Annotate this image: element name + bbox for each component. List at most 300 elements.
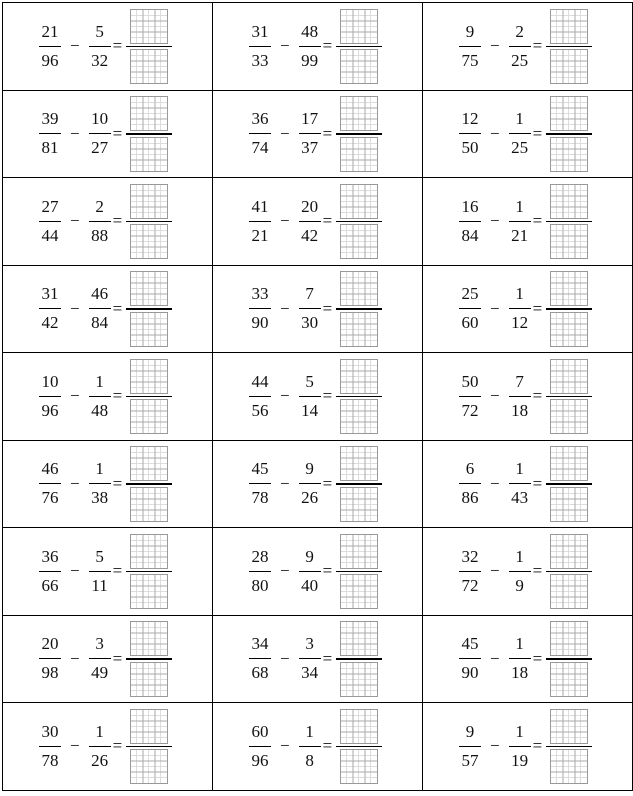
numerator: 34 (251, 634, 269, 654)
answer-numerator-box[interactable] (340, 96, 378, 131)
answer-denominator-box[interactable] (550, 224, 588, 259)
fraction-bar (89, 483, 111, 484)
numerator: 16 (461, 196, 479, 216)
denominator: 56 (251, 400, 269, 420)
answer-numerator-box[interactable] (130, 709, 168, 744)
fraction-bar (249, 483, 271, 484)
answer-numerator-box[interactable] (550, 709, 588, 744)
answer-numerator-box[interactable] (340, 621, 378, 656)
subtraction-problem (423, 353, 632, 439)
answer-fraction-bar (126, 308, 172, 310)
first-fraction (459, 109, 481, 158)
fraction-bar (459, 658, 481, 659)
numerator: 5 (305, 371, 314, 391)
denominator: 90 (461, 663, 479, 683)
table-row (3, 178, 633, 266)
worksheet-table (2, 2, 633, 791)
answer-fraction-bar (336, 746, 382, 748)
second-fraction (89, 372, 111, 421)
second-fraction (509, 197, 531, 246)
minus-sign: − (280, 736, 290, 756)
numerator: 9 (305, 546, 314, 566)
answer-fraction-bar (336, 658, 382, 660)
answer-denominator-box[interactable] (130, 137, 168, 172)
numerator: 9 (465, 21, 475, 41)
problem-cell (213, 353, 423, 441)
second-fraction (299, 284, 321, 333)
answer-denominator-box[interactable] (340, 312, 378, 347)
answer-fraction-bar (336, 571, 382, 573)
second-fraction (299, 197, 321, 246)
subtraction-problem (3, 353, 212, 439)
numerator: 6 (465, 459, 475, 479)
answer-fraction (546, 9, 592, 85)
answer-fraction (336, 359, 382, 435)
answer-denominator-box[interactable] (550, 487, 588, 522)
denominator: 57 (461, 750, 479, 770)
numerator: 46 (41, 459, 59, 479)
answer-denominator-box[interactable] (130, 487, 168, 522)
fraction-bar (249, 571, 271, 572)
problem-cell (3, 3, 213, 91)
answer-numerator-box[interactable] (550, 534, 588, 569)
numerator: 1 (515, 196, 524, 216)
numerator: 44 (251, 371, 269, 391)
problem-cell (213, 703, 423, 791)
answer-numerator-box[interactable] (130, 359, 168, 394)
fraction-bar (39, 308, 61, 309)
denominator: 38 (91, 488, 109, 508)
denominator: 18 (511, 663, 529, 683)
answer-numerator-box[interactable] (340, 184, 378, 219)
answer-denominator-box[interactable] (340, 662, 378, 697)
first-fraction (459, 722, 481, 771)
answer-denominator-box[interactable] (340, 224, 378, 259)
fraction-bar (299, 396, 321, 397)
table-row (3, 528, 633, 616)
answer-denominator-box[interactable] (550, 574, 588, 609)
answer-fraction (336, 9, 382, 85)
second-fraction (89, 284, 111, 333)
second-fraction (509, 634, 531, 683)
fraction-bar (249, 746, 271, 747)
answer-fraction (126, 271, 172, 347)
answer-fraction-bar (126, 746, 172, 748)
denominator: 18 (511, 400, 529, 420)
answer-fraction (336, 184, 382, 260)
answer-fraction-bar (546, 746, 592, 748)
numerator: 30 (41, 721, 59, 741)
second-fraction (299, 372, 321, 421)
equals-sign: = (112, 648, 123, 668)
fraction-bar (249, 308, 271, 309)
answer-numerator-box[interactable] (130, 271, 168, 306)
answer-fraction-bar (336, 396, 382, 398)
answer-fraction-bar (126, 571, 172, 573)
answer-fraction (336, 621, 382, 697)
first-fraction (249, 722, 271, 771)
fraction-bar (509, 308, 531, 309)
subtraction-problem (423, 266, 632, 352)
answer-denominator-box[interactable] (340, 487, 378, 522)
answer-denominator-box[interactable] (130, 312, 168, 347)
answer-fraction (546, 96, 592, 172)
problem-cell (3, 440, 213, 528)
problem-cell (3, 178, 213, 266)
answer-denominator-box[interactable] (550, 662, 588, 697)
fraction-bar (459, 746, 481, 747)
numerator: 21 (41, 21, 59, 41)
answer-fraction (126, 184, 172, 260)
answer-numerator-box[interactable] (130, 9, 168, 44)
fraction-bar (89, 571, 111, 572)
answer-fraction-bar (126, 133, 172, 135)
equals-sign: = (322, 298, 333, 318)
second-fraction (509, 22, 531, 71)
answer-numerator-box[interactable] (340, 271, 378, 306)
fraction-bar (509, 46, 531, 47)
numerator: 2 (95, 196, 104, 216)
second-fraction (509, 284, 531, 333)
fraction-bar (39, 483, 61, 484)
numerator: 32 (461, 546, 479, 566)
subtraction-problem (213, 178, 422, 264)
equals-sign: = (322, 386, 333, 406)
numerator: 60 (251, 721, 269, 741)
minus-sign: − (280, 648, 290, 668)
problem-cell (423, 90, 633, 178)
equals-sign: = (532, 736, 543, 756)
answer-numerator-box[interactable] (550, 184, 588, 219)
second-fraction (509, 459, 531, 508)
numerator: 1 (515, 284, 524, 304)
fraction-bar (39, 46, 61, 47)
answer-denominator-box[interactable] (550, 399, 588, 434)
subtraction-problem (423, 616, 632, 702)
subtraction-problem (213, 616, 422, 702)
first-fraction (39, 109, 61, 158)
answer-fraction (546, 359, 592, 435)
minus-sign: − (70, 648, 80, 668)
answer-denominator-box[interactable] (130, 49, 168, 84)
fraction-bar (299, 133, 321, 134)
first-fraction (39, 722, 61, 771)
second-fraction (89, 459, 111, 508)
fraction-bar (509, 221, 531, 222)
answer-denominator-box[interactable] (340, 399, 378, 434)
problem-cell (213, 528, 423, 616)
denominator: 68 (251, 663, 269, 683)
answer-numerator-box[interactable] (550, 359, 588, 394)
answer-fraction (546, 709, 592, 785)
numerator: 45 (461, 634, 479, 654)
answer-fraction-bar (336, 133, 382, 135)
problem-cell (423, 615, 633, 703)
denominator: 66 (41, 575, 59, 595)
answer-fraction-bar (546, 308, 592, 310)
denominator: 26 (301, 488, 319, 508)
first-fraction (39, 459, 61, 508)
numerator: 12 (461, 109, 479, 129)
answer-numerator-box[interactable] (340, 534, 378, 569)
second-fraction (89, 22, 111, 71)
second-fraction (299, 547, 321, 596)
numerator: 33 (251, 284, 269, 304)
denominator: 78 (251, 488, 269, 508)
denominator: 37 (301, 138, 319, 158)
fraction-bar (459, 396, 481, 397)
first-fraction (459, 459, 481, 508)
answer-fraction (336, 446, 382, 522)
answer-fraction-bar (546, 46, 592, 48)
first-fraction (249, 547, 271, 596)
equals-sign: = (532, 386, 543, 406)
fraction-bar (249, 396, 271, 397)
equals-sign: = (322, 123, 333, 143)
numerator: 31 (251, 21, 269, 41)
denominator: 43 (511, 488, 529, 508)
equals-sign: = (322, 648, 333, 668)
numerator: 2 (515, 21, 524, 41)
equals-sign: = (112, 473, 123, 493)
equals-sign: = (322, 561, 333, 581)
equals-sign: = (322, 211, 333, 231)
denominator: 90 (251, 313, 269, 333)
numerator: 3 (305, 634, 314, 654)
denominator: 21 (511, 225, 529, 245)
subtraction-problem (423, 178, 632, 264)
first-fraction (459, 197, 481, 246)
answer-numerator-box[interactable] (130, 96, 168, 131)
subtraction-problem (213, 353, 422, 439)
answer-numerator-box[interactable] (550, 446, 588, 481)
problem-cell (213, 178, 423, 266)
fraction-bar (459, 483, 481, 484)
answer-fraction (336, 271, 382, 347)
answer-numerator-box[interactable] (550, 271, 588, 306)
second-fraction (89, 547, 111, 596)
fraction-bar (299, 746, 321, 747)
denominator: 21 (251, 225, 269, 245)
answer-numerator-box[interactable] (550, 621, 588, 656)
denominator: 80 (251, 575, 269, 595)
answer-fraction (546, 271, 592, 347)
denominator: 60 (461, 313, 479, 333)
first-fraction (249, 22, 271, 71)
fraction-bar (89, 133, 111, 134)
fraction-bar (89, 221, 111, 222)
denominator: 34 (301, 663, 319, 683)
answer-fraction-bar (546, 483, 592, 485)
answer-denominator-box[interactable] (340, 749, 378, 784)
problem-cell (3, 615, 213, 703)
denominator: 14 (301, 400, 319, 420)
minus-sign: − (280, 298, 290, 318)
answer-fraction (126, 359, 172, 435)
denominator: 40 (301, 575, 319, 595)
subtraction-problem (213, 703, 422, 789)
numerator: 5 (95, 546, 104, 566)
denominator: 81 (41, 138, 59, 158)
fraction-bar (249, 658, 271, 659)
answer-fraction-bar (546, 133, 592, 135)
table-row (3, 265, 633, 353)
numerator: 1 (305, 721, 314, 741)
subtraction-problem (423, 528, 632, 614)
problem-cell (423, 3, 633, 91)
answer-fraction (126, 621, 172, 697)
fraction-bar (459, 571, 481, 572)
first-fraction (249, 634, 271, 683)
problem-cell (3, 90, 213, 178)
fraction-bar (509, 658, 531, 659)
numerator: 10 (91, 109, 109, 129)
numerator: 27 (41, 196, 59, 216)
answer-numerator-box[interactable] (130, 184, 168, 219)
answer-fraction-bar (546, 658, 592, 660)
answer-numerator-box[interactable] (340, 709, 378, 744)
equals-sign: = (532, 473, 543, 493)
first-fraction (459, 547, 481, 596)
answer-denominator-box[interactable] (130, 399, 168, 434)
table-row (3, 353, 633, 441)
denominator: 8 (305, 750, 314, 770)
fraction-bar (509, 746, 531, 747)
answer-denominator-box[interactable] (130, 749, 168, 784)
numerator: 36 (251, 109, 269, 129)
answer-denominator-box[interactable] (550, 137, 588, 172)
answer-numerator-box[interactable] (130, 446, 168, 481)
answer-fraction-bar (126, 483, 172, 485)
second-fraction (509, 372, 531, 421)
minus-sign: − (490, 386, 500, 406)
denominator: 84 (461, 225, 479, 245)
answer-denominator-box[interactable] (340, 137, 378, 172)
fraction-bar (299, 658, 321, 659)
first-fraction (459, 634, 481, 683)
equals-sign: = (322, 736, 333, 756)
answer-denominator-box[interactable] (550, 49, 588, 84)
minus-sign: − (280, 211, 290, 231)
fraction-bar (459, 133, 481, 134)
answer-numerator-box[interactable] (550, 96, 588, 131)
answer-fraction-bar (126, 658, 172, 660)
answer-numerator-box[interactable] (130, 621, 168, 656)
first-fraction (39, 372, 61, 421)
second-fraction (509, 722, 531, 771)
minus-sign: − (490, 211, 500, 231)
answer-fraction (336, 709, 382, 785)
subtraction-problem (213, 266, 422, 352)
minus-sign: − (490, 648, 500, 668)
first-fraction (459, 22, 481, 71)
numerator: 20 (301, 196, 319, 216)
answer-fraction-bar (336, 46, 382, 48)
problem-cell (3, 703, 213, 791)
answer-fraction-bar (546, 221, 592, 223)
second-fraction (299, 22, 321, 71)
answer-fraction (126, 446, 172, 522)
first-fraction (249, 109, 271, 158)
equals-sign: = (322, 473, 333, 493)
subtraction-problem (213, 441, 422, 527)
denominator: 98 (41, 663, 59, 683)
fraction-bar (39, 571, 61, 572)
denominator: 27 (91, 138, 109, 158)
answer-fraction (546, 621, 592, 697)
answer-numerator-box[interactable] (130, 534, 168, 569)
numerator: 7 (515, 371, 524, 391)
minus-sign: − (490, 736, 500, 756)
numerator: 39 (41, 109, 59, 129)
answer-denominator-box[interactable] (130, 574, 168, 609)
numerator: 48 (301, 21, 319, 41)
subtraction-problem (423, 703, 632, 789)
problem-cell (213, 90, 423, 178)
minus-sign: − (490, 473, 500, 493)
numerator: 1 (515, 721, 524, 741)
fraction-bar (39, 133, 61, 134)
answer-numerator-box[interactable] (550, 9, 588, 44)
denominator: 72 (461, 400, 479, 420)
answer-fraction-bar (126, 396, 172, 398)
numerator: 1 (515, 634, 524, 654)
answer-denominator-box[interactable] (130, 662, 168, 697)
answer-fraction-bar (126, 221, 172, 223)
answer-denominator-box[interactable] (340, 49, 378, 84)
answer-numerator-box[interactable] (340, 9, 378, 44)
equals-sign: = (532, 561, 543, 581)
answer-denominator-box[interactable] (550, 749, 588, 784)
answer-denominator-box[interactable] (130, 224, 168, 259)
problem-cell (423, 353, 633, 441)
numerator: 17 (301, 109, 319, 129)
numerator: 41 (251, 196, 269, 216)
minus-sign: − (280, 386, 290, 406)
minus-sign: − (490, 561, 500, 581)
fraction-bar (39, 396, 61, 397)
numerator: 20 (41, 634, 59, 654)
problem-cell (423, 178, 633, 266)
denominator: 32 (91, 50, 109, 70)
second-fraction (89, 109, 111, 158)
table-row (3, 440, 633, 528)
answer-fraction (336, 534, 382, 610)
subtraction-problem (423, 3, 632, 89)
answer-fraction-bar (336, 483, 382, 485)
denominator: 88 (91, 225, 109, 245)
first-fraction (39, 197, 61, 246)
second-fraction (89, 634, 111, 683)
equals-sign: = (532, 298, 543, 318)
answer-denominator-box[interactable] (550, 312, 588, 347)
numerator: 36 (41, 546, 59, 566)
minus-sign: − (280, 36, 290, 56)
answer-denominator-box[interactable] (340, 574, 378, 609)
denominator: 99 (301, 50, 319, 70)
equals-sign: = (112, 386, 123, 406)
denominator: 96 (41, 50, 59, 70)
equals-sign: = (112, 561, 123, 581)
answer-numerator-box[interactable] (340, 446, 378, 481)
second-fraction (299, 459, 321, 508)
numerator: 9 (465, 721, 475, 741)
equals-sign: = (112, 298, 123, 318)
answer-fraction-bar (546, 571, 592, 573)
subtraction-problem (213, 3, 422, 89)
denominator: 76 (41, 488, 59, 508)
answer-numerator-box[interactable] (340, 359, 378, 394)
